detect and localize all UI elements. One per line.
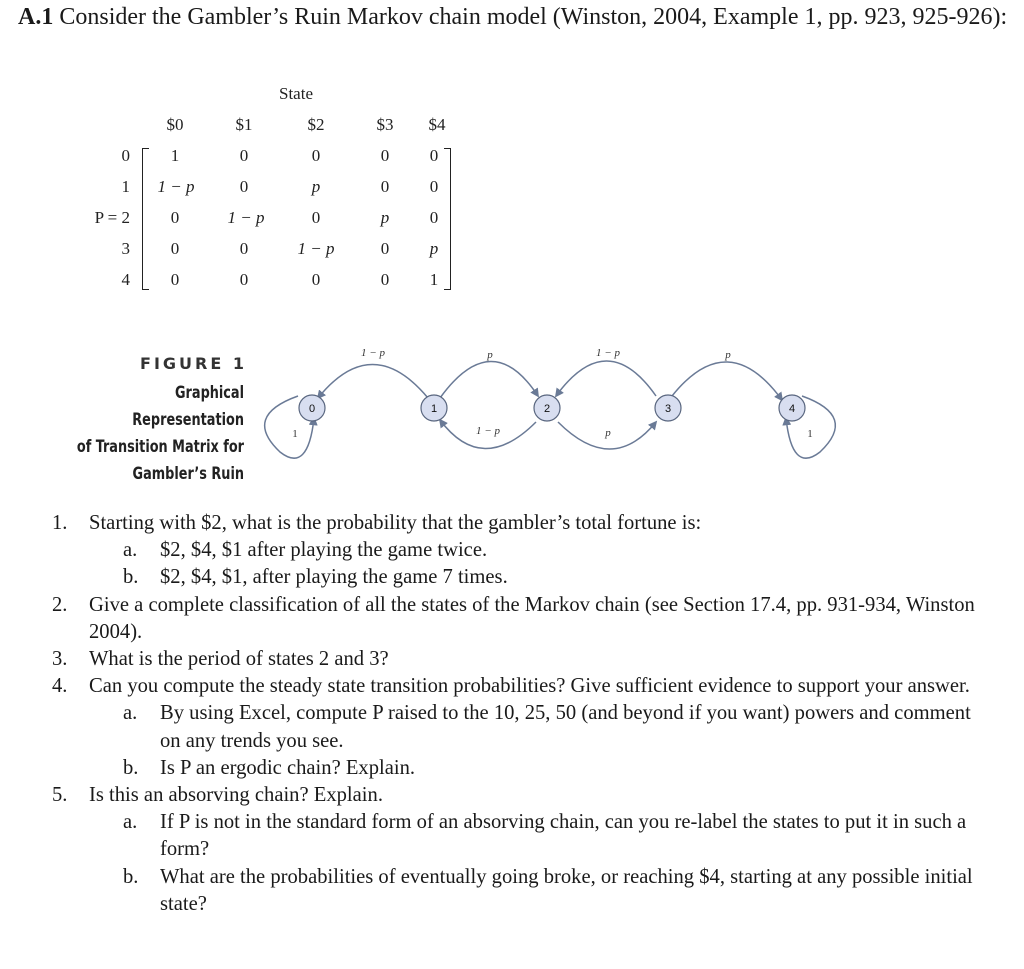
state-node-label: 1 (430, 403, 438, 415)
state-node-0 (299, 395, 325, 421)
arc-label: p (487, 349, 493, 361)
matrix-cell: 0 (170, 270, 180, 289)
state-node-1 (421, 395, 447, 421)
matrix-col-header: $2 (307, 115, 325, 134)
arc-3-to-2 (556, 361, 656, 396)
figure-caption (73, 380, 244, 488)
question-number: 4. (52, 675, 68, 698)
question-number: 5. (52, 784, 68, 807)
matrix-cell: 0 (311, 208, 321, 227)
arc-1-to-2 (440, 361, 538, 398)
question-item (48, 646, 978, 673)
sub-question-letter: a. (123, 539, 138, 562)
sub-question-text: $2, $4, $1 after playing the game twice. (160, 539, 488, 562)
arc-label: 1 − p (596, 347, 620, 359)
matrix-cell: 0 (239, 239, 249, 258)
arc-label: 1 − p (361, 347, 385, 359)
sub-question-letter: b. (123, 865, 139, 888)
sub-question-item (48, 755, 978, 782)
matrix-cell: 0 (311, 270, 321, 289)
matrix-cell: 1 − p (297, 239, 335, 258)
question-item (48, 673, 978, 700)
question-number: 2. (52, 593, 68, 616)
state-nodes (299, 395, 805, 421)
matrix-col-header: $1 (235, 115, 253, 134)
matrix-cell: 0 (429, 177, 439, 196)
question-item (48, 782, 978, 809)
self-loop-label: 1 (807, 428, 813, 440)
matrix-cell: 0 (380, 239, 390, 258)
question-list (48, 510, 978, 918)
matrix-cell: p (311, 177, 321, 196)
state-node-label: 4 (788, 403, 796, 415)
arc-label: p (605, 427, 611, 439)
matrix-cell: 0 (239, 177, 249, 196)
question-number: 3. (52, 648, 68, 671)
figure-label-text: FIGURE (140, 354, 225, 373)
sub-question-letter: b. (123, 756, 139, 779)
sub-question-text: By using Excel, compute P raised to the 10, 25, 50 (and beyond if you want) powers and comment on any trends you see. (160, 702, 971, 752)
sub-question-item (48, 564, 978, 591)
matrix-col-header: $4 (428, 115, 446, 134)
state-node-3 (655, 395, 681, 421)
state-node-2 (534, 395, 560, 421)
matrix-cell: p (429, 239, 439, 258)
transition-matrix (60, 80, 480, 300)
figure-caption-line: of Transition Matrix for (76, 437, 244, 457)
sub-question-text: $2, $4, $1, after playing the game 7 times. (160, 566, 508, 589)
figure-number: 1 (232, 354, 244, 373)
sub-question-item (48, 537, 978, 564)
matrix-cell: 0 (239, 270, 249, 289)
matrix-row-label: 1 (121, 177, 130, 196)
question-text: Can you compute the steady state transition probabilities? Give sufficient evidence to support your answer. (89, 675, 970, 698)
sub-question-text: What are the probabilities of eventually going broke, or reaching $4, starting at any possible initial state? (160, 865, 973, 915)
state-node-label: 3 (664, 403, 672, 415)
question-text: What is the period of states 2 and 3? (89, 648, 389, 671)
question-number: 1. (52, 512, 68, 534)
arc-1-to-0 (318, 365, 428, 399)
question-text: Is this an absorving chain? Explain. (89, 784, 383, 807)
matrix-cell: p (380, 208, 390, 227)
matrix-cell: 1 − p (227, 208, 265, 227)
matrix-cell: 0 (380, 146, 390, 165)
matrix-cell: 0 (429, 146, 439, 165)
matrix-row-label: P = 2 (94, 208, 130, 227)
question-item (48, 592, 978, 646)
matrix-cell: 0 (170, 239, 180, 258)
problem-heading (18, 2, 1008, 32)
matrix-cell: 1 − p (157, 177, 195, 196)
matrix-cell: 1 (170, 146, 180, 165)
matrix-col-header: $0 (166, 115, 184, 134)
problem-heading-text: Consider the Gambler’s Ruin Markov chain model (Winston, 2004, Example 1, pp. 923, 925-926): (53, 4, 1008, 30)
sub-question-item (48, 864, 978, 918)
sub-question-text: Is P an ergodic chain? Explain. (160, 756, 416, 779)
figure-caption-line: Graphical Representation (132, 383, 244, 430)
matrix-row-label: 4 (121, 270, 130, 289)
sub-question-item (48, 700, 978, 754)
matrix-state-header: State (279, 84, 313, 103)
question-text: Give a complete classification of all the states of the Markov chain (see Section 17.4, pp. 931-934, Winston 2004). (89, 593, 975, 643)
arc-label: 1 − p (476, 425, 500, 437)
matrix-row-label: 3 (121, 239, 130, 258)
figure-label (60, 354, 244, 373)
sub-question-letter: a. (123, 702, 138, 725)
sub-question-letter: a. (123, 811, 138, 834)
question-text: Starting with $2, what is the probability that the gambler’s total fortune is: (89, 512, 702, 534)
state-node-label: 2 (543, 403, 551, 415)
state-node-4 (779, 395, 805, 421)
figure-caption-line: Gambler’s Ruin (132, 464, 244, 484)
matrix-cell: 1 (429, 270, 439, 289)
arc-3-to-4 (672, 362, 782, 400)
sub-question-text: If P is not in the standard form of an absorving chain, can you re-label the states to put it in such a form? (160, 811, 967, 861)
matrix-col-header: $3 (376, 115, 394, 134)
matrix-cell: 0 (380, 177, 390, 196)
state-transition-diagram (262, 336, 842, 486)
state-node-label: 0 (308, 403, 316, 415)
sub-question-letter: b. (123, 566, 139, 589)
self-loop-label: 1 (292, 428, 298, 440)
matrix-row-label: 0 (121, 146, 130, 165)
matrix-cell: 0 (239, 146, 249, 165)
matrix-cell: 0 (380, 270, 390, 289)
arc-label: p (725, 349, 731, 361)
matrix-cell: 0 (170, 208, 180, 227)
problem-id: A.1 (18, 4, 54, 30)
question-item (48, 510, 978, 537)
matrix-cell: 0 (429, 208, 439, 227)
sub-question-item (48, 809, 978, 863)
matrix-cell: 0 (311, 146, 321, 165)
